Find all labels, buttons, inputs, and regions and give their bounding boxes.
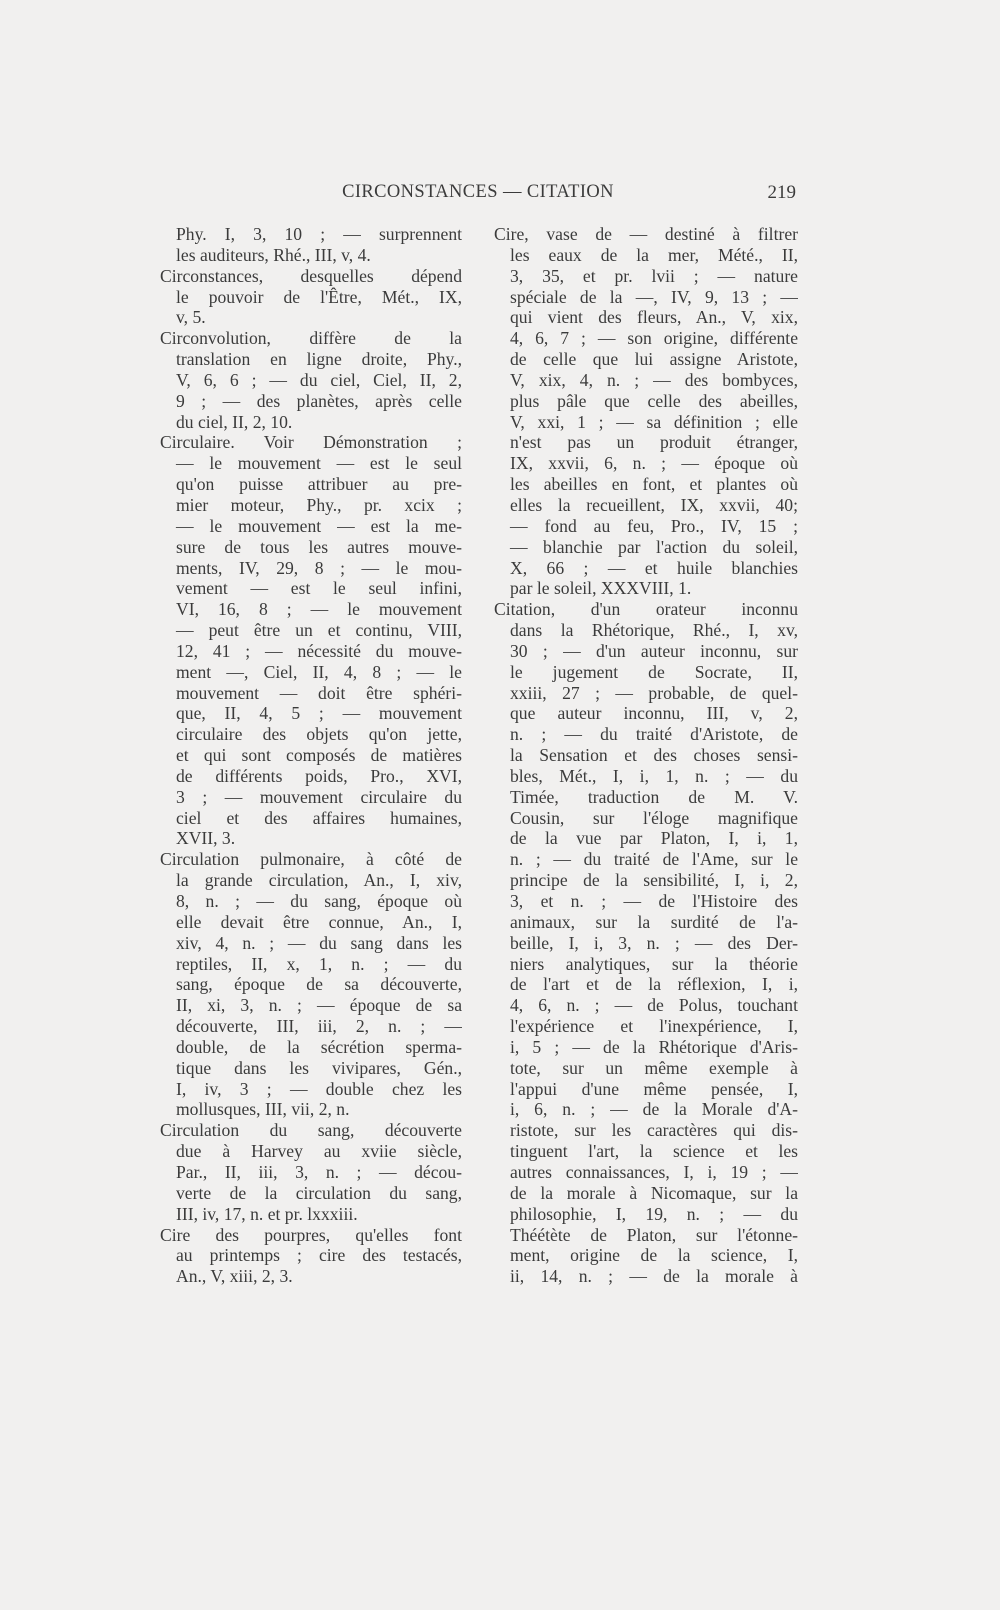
- index-line: que, II, 4, 5 ; — mouvement: [176, 703, 462, 724]
- index-line: v, 5.: [176, 307, 206, 328]
- index-line: Phy. I, 3, 10 ; — surprennent: [176, 224, 462, 244]
- index-line: ii, 14, n. ; — de la morale à: [510, 1266, 798, 1287]
- index-line: Circulaire. Voir Démonstration ;: [160, 432, 462, 453]
- index-line: et qui sont composés de matières: [176, 745, 462, 766]
- index-line: de la morale à Nicomaque, sur la: [510, 1182, 798, 1203]
- index-line: les auditeurs, Rhé., III, v, 4.: [176, 244, 371, 265]
- index-line: i, 6, n. ; — de la Morale d'A-: [510, 1099, 798, 1120]
- index-line: qui vient des fleurs, An., V, xix,: [510, 307, 798, 328]
- index-line: la Sensation et des choses sensi-: [510, 745, 798, 766]
- index-line: 12, 41 ; — nécessité du mouve-: [176, 640, 462, 661]
- index-line: niers analytiques, sur la théorie: [510, 953, 798, 974]
- index-line: — blanchie par l'action du soleil,: [510, 536, 798, 557]
- index-line: i, 5 ; — de la Rhétorique d'Aris-: [510, 1036, 798, 1057]
- index-line: l'appui d'une même pensée, I,: [510, 1078, 798, 1099]
- index-line: 4, 6, 7 ; — son origine, différente: [510, 328, 798, 349]
- index-line: de celle que lui assigne Aristote,: [510, 349, 798, 370]
- index-line: la grande circulation, An., I, xiv,: [176, 870, 462, 891]
- index-line: dans la Rhétorique, Rhé., I, xv,: [510, 620, 798, 641]
- index-line: 30 ; — d'un auteur inconnu, sur: [510, 640, 798, 661]
- index-line: n'est pas un produit étranger,: [510, 432, 798, 453]
- index-line: le pouvoir de l'Être, Mét., IX,: [176, 286, 462, 307]
- index-line: tote, sur un même exemple à: [510, 1057, 798, 1078]
- index-line: autres connaissances, I, i, 19 ; —: [510, 1161, 798, 1182]
- index-line: l'expérience et l'inexpérience, I,: [510, 1016, 798, 1037]
- index-line: III, iv, 17, n. et pr. lxxxiii.: [176, 1203, 358, 1224]
- index-line: mollusques, III, vii, 2, n.: [176, 1099, 350, 1120]
- index-line: principe de la sensibilité, I, i, 2,: [510, 870, 798, 891]
- index-line: sure de tous les autres mouve-: [176, 536, 462, 557]
- index-line: — fond au feu, Pro., IV, 15 ;: [510, 515, 798, 536]
- index-line: tinguent l'art, la science et les: [510, 1141, 798, 1162]
- index-line: verte de la circulation du sang,: [176, 1182, 462, 1203]
- index-line: par le soleil, XXXVIII, 1.: [510, 578, 692, 599]
- index-line: animaux, sur la surdité de l'a-: [510, 911, 798, 932]
- index-line: au printemps ; cire des testacés,: [176, 1245, 462, 1266]
- index-line: Cire, vase de — destiné à filtrer: [494, 224, 798, 244]
- index-line: — peut être un et continu, VIII,: [176, 620, 462, 641]
- index-line: Cousin, sur l'éloge magnifique: [510, 807, 798, 828]
- index-line: reptiles, II, x, 1, n. ; — du: [176, 953, 462, 974]
- index-line: ments, IV, 29, 8 ; — le mou-: [176, 557, 462, 578]
- index-line: 9 ; — des planètes, après celle: [176, 390, 462, 411]
- index-line: Citation, d'un orateur inconnu: [494, 599, 798, 620]
- index-line: 3, 35, et pr. lvii ; — nature: [510, 265, 798, 286]
- index-line: circulaire des objets qu'on jette,: [176, 724, 462, 745]
- index-line: ciel et des affaires humaines,: [176, 807, 462, 828]
- index-line: elles la recueillent, IX, xxvii, 40;: [510, 494, 798, 515]
- index-line: vement — est le seul infini,: [176, 578, 462, 599]
- index-line: Par., II, iii, 3, n. ; — décou-: [176, 1161, 462, 1182]
- index-line: bles, Mét., I, i, 1, n. ; — du: [510, 765, 798, 786]
- index-line: Théétète de Platon, sur l'étonne-: [510, 1224, 798, 1245]
- page-header: [160, 180, 796, 206]
- index-line: II, xi, 3, n. ; — époque de sa: [176, 995, 462, 1016]
- index-line: — le mouvement — est le seul: [176, 453, 462, 474]
- index-line: mouvement — doit être sphéri-: [176, 682, 462, 703]
- index-line: qu'on puisse attribuer au pre-: [176, 474, 462, 495]
- index-line: ristote, sur les caractères qui dis-: [510, 1120, 798, 1141]
- page-number: 219: [767, 182, 796, 203]
- index-line: Timée, traduction de M. V.: [510, 786, 798, 807]
- index-line: VI, 16, 8 ; — le mouvement: [176, 599, 462, 620]
- index-line: les eaux de la mer, Mété., II,: [510, 244, 798, 265]
- index-line: An., V, xiii, 2, 3.: [176, 1266, 293, 1287]
- index-line: X, 66 ; — et huile blanchies: [510, 557, 798, 578]
- index-line: sang, époque de sa découverte,: [176, 974, 462, 995]
- index-line: Circulation du sang, découverte: [160, 1120, 462, 1141]
- index-line: Cire des pourpres, qu'elles font: [160, 1224, 462, 1245]
- index-line: xxiii, 27 ; — probable, de quel-: [510, 682, 798, 703]
- index-line: tique dans les vivipares, Gén.,: [176, 1057, 462, 1078]
- index-line: 3 ; — mouvement circulaire du: [176, 786, 462, 807]
- index-line: de différents poids, Pro., XVI,: [176, 765, 462, 786]
- index-line: xiv, 4, n. ; — du sang dans les: [176, 932, 462, 953]
- index-line: ment, origine de la science, I,: [510, 1245, 798, 1266]
- index-line: plus pâle que celle des abeilles,: [510, 390, 798, 411]
- index-line: spéciale de la —, IV, 9, 13 ; —: [510, 286, 798, 307]
- index-line: Circulation pulmonaire, à côté de: [160, 849, 462, 870]
- index-line: I, iv, 3 ; — double chez les: [176, 1078, 462, 1099]
- index-line: V, 6, 6 ; — du ciel, Ciel, II, 2,: [176, 369, 462, 390]
- left-column: [160, 224, 462, 1287]
- index-line: que auteur inconnu, III, v, 2,: [510, 703, 798, 724]
- index-line: de la vue par Platon, I, i, 1,: [510, 828, 798, 849]
- index-line: due à Harvey au xviie siècle,: [176, 1141, 462, 1162]
- running-head: CIRCONSTANCES — CITATION: [342, 182, 614, 202]
- index-line: mier moteur, Phy., pr. xcix ;: [176, 494, 462, 515]
- index-line: V, xxi, 1 ; — sa définition ; elle: [510, 411, 798, 432]
- index-line: découverte, III, iii, 2, n. ; —: [176, 1016, 462, 1037]
- index-line: le jugement de Socrate, II,: [510, 661, 798, 682]
- index-line: 8, n. ; — du sang, époque où: [176, 891, 462, 911]
- index-line: 4, 6, n. ; — de Polus, touchant: [510, 995, 798, 1016]
- index-line: 3, et n. ; — de l'Histoire des: [510, 891, 798, 911]
- index-line: philosophie, I, 19, n. ; — du: [510, 1203, 798, 1224]
- index-line: XVII, 3.: [176, 828, 236, 849]
- index-line: translation en ligne droite, Phy.,: [176, 349, 462, 370]
- index-line: Circonvolution, diffère de la: [160, 328, 462, 349]
- right-column: [494, 224, 798, 1287]
- index-line: IX, xxvii, 6, n. ; — époque où: [510, 453, 798, 474]
- index-line: elle devait être connue, An., I,: [176, 911, 462, 932]
- index-line: du ciel, II, 2, 10.: [176, 411, 293, 432]
- index-line: de l'art et de la réflexion, I, i,: [510, 974, 798, 995]
- index-line: V, xix, 4, n. ; — des bombyces,: [510, 369, 798, 390]
- index-line: n. ; — du traité de l'Ame, sur le: [510, 849, 798, 870]
- index-line: les abeilles en font, et plantes où: [510, 474, 798, 495]
- index-line: beille, I, i, 3, n. ; — des Der-: [510, 932, 798, 953]
- index-line: n. ; — du traité d'Aristote, de: [510, 724, 798, 745]
- index-line: double, de la sécrétion sperma-: [176, 1036, 462, 1057]
- index-line: ment —, Ciel, II, 4, 8 ; — le: [176, 661, 462, 682]
- index-line: — le mouvement — est la me-: [176, 515, 462, 536]
- index-line: Circonstances, desquelles dépend: [160, 265, 462, 286]
